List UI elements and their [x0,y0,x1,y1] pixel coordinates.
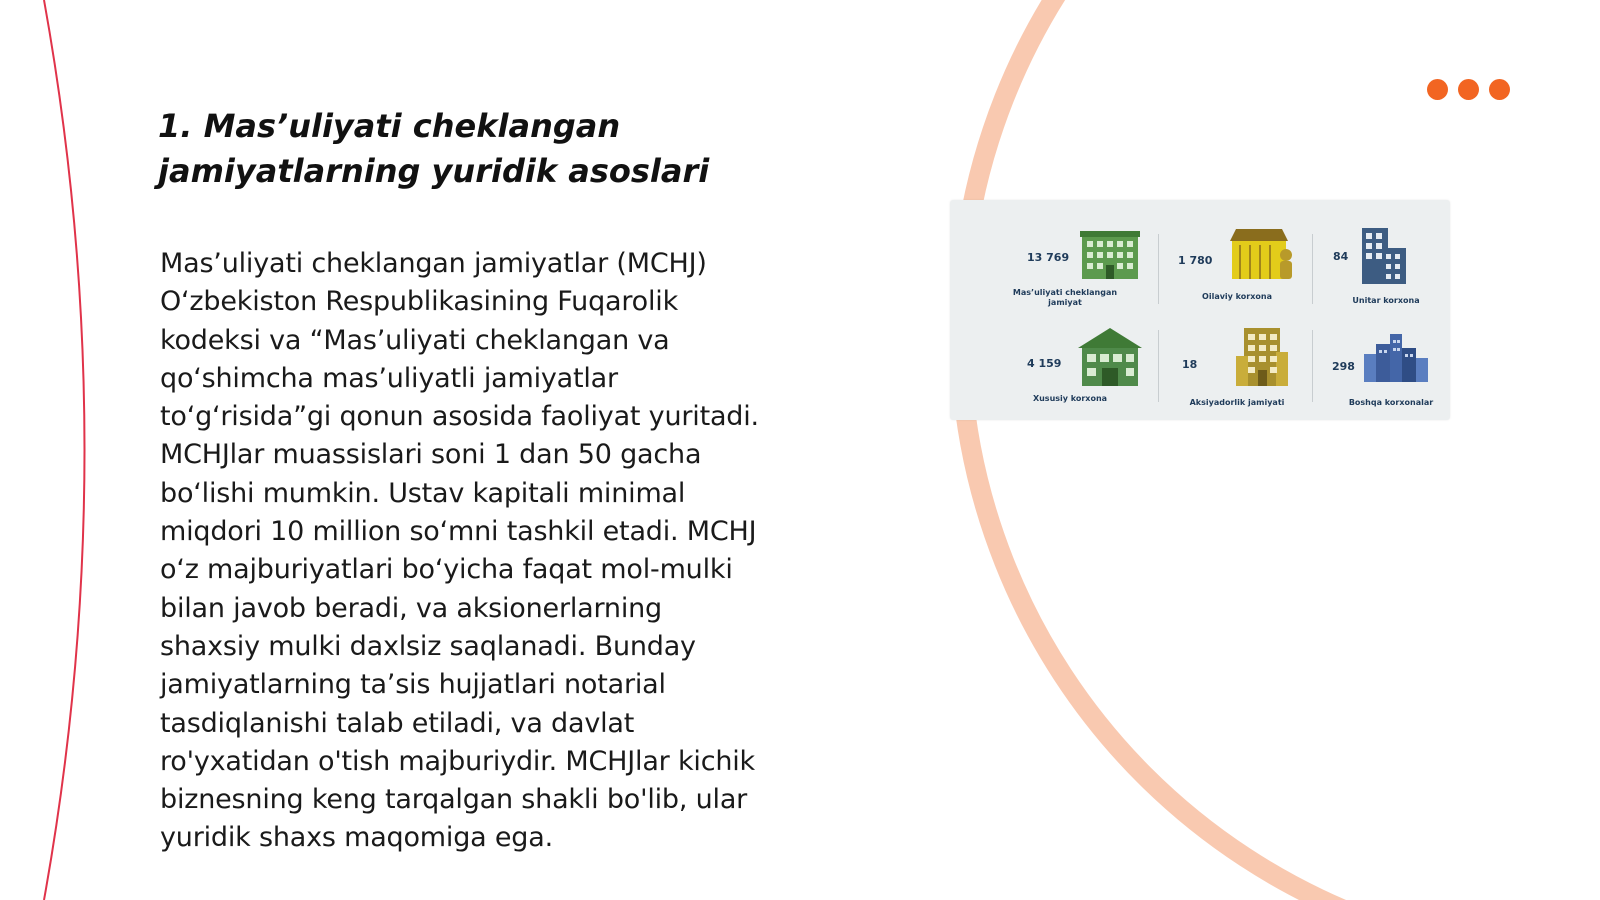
stat-label [1162,292,1312,302]
stat-label [1000,288,1130,308]
stat-label-line: Xususiy korxona [1032,394,1108,403]
blue-tower-icon [1360,226,1408,284]
stat-value: 84 [1333,250,1349,263]
peach-arc [960,0,1600,900]
body-line: biznesning keng tarqalgan shakli bo'lib, ular [160,784,748,816]
dot [1458,79,1479,100]
stat-unitary [1316,222,1471,322]
body-line: bilan javob beradi, va aksionerlarning [160,592,662,624]
stat-llc [1000,222,1155,322]
stat-value: 4 159 [1027,357,1062,370]
body-line: miqdori 10 million so‘mni tashkil etadi. MCHJ [160,516,757,548]
enterprise-stats-infographic [950,200,1450,420]
body-line: MCHJlar muassislari soni 1 dan 50 gacha [160,439,702,471]
stat-label [1000,394,1140,404]
body-line: to‘g‘risida”gi qonun asosida faoliyat yuritadi. [160,401,759,433]
dot [1427,79,1448,100]
body-line: bo‘lishi mumkin. Ustav kapitali minimal [160,477,686,509]
body-line: O‘zbekiston Respublikasining Fuqarolik [160,286,679,318]
stat-label [1316,398,1466,408]
stat-label-line: jamiyat [1048,298,1082,307]
stat-private [1000,320,1155,420]
body-line: qo‘shimcha mas’uliyatli jamiyatlar [160,362,618,394]
dots-icon [1427,79,1510,100]
stat-joint-stock [1162,320,1317,420]
stat-value: 18 [1182,358,1198,371]
body-line: Mas’uliyati cheklangan jamiyatlar (MCHJ) [160,248,707,279]
slide-title [158,104,798,194]
stat-label-line: Oilaviy korxona [1202,292,1272,301]
stat-label-line: Unitar korxona [1352,296,1420,305]
stat-label-line: Mas’uliyati cheklangan [1012,288,1118,297]
stat-label-line: Aksiyadorlik jamiyati [1189,398,1285,407]
body-line: tasdiqlanishi talab etiladi, va davlat [160,707,635,739]
divider [1158,234,1159,304]
stat-value: 298 [1332,360,1355,373]
body-line: kodeksi va “Mas’uliyati cheklangan va [160,324,670,356]
title-line: 1. Mas’uliyati cheklangan [158,107,621,145]
divider [1158,330,1159,402]
dot [1489,79,1510,100]
body-line: yuridik shaxs maqomiga ega. [160,822,553,854]
body-line: ro'yxatidan o'tish majburiydir. MCHJlar kichik [160,745,755,777]
blue-city-icon [1362,332,1430,382]
stat-value: 1 780 [1178,254,1213,267]
yellow-shop-icon [1226,227,1296,279]
body-line: o‘z majburiyatlari bo‘yicha faqat mol-mulki [160,554,733,586]
body-paragraph [160,245,840,858]
stat-value: 13 769 [1027,251,1070,264]
stat-label [1162,398,1312,408]
green-house-icon [1076,326,1144,386]
body-line: shaxsiy mulki daxlsiz saqlanadi. Bunday [160,630,696,662]
green-building-icon [1080,227,1140,279]
red-side-line [44,0,85,900]
title-line: jamiyatlarning yuridik asoslari [158,152,710,190]
stat-label [1316,296,1456,306]
olive-building-icon [1234,326,1290,386]
body-line: jamiyatlarning ta’sis hujjatlari notarial [160,669,666,701]
stat-family [1162,222,1317,322]
stat-other [1316,320,1471,420]
stat-label-line: Boshqa korxonalar [1348,398,1434,407]
